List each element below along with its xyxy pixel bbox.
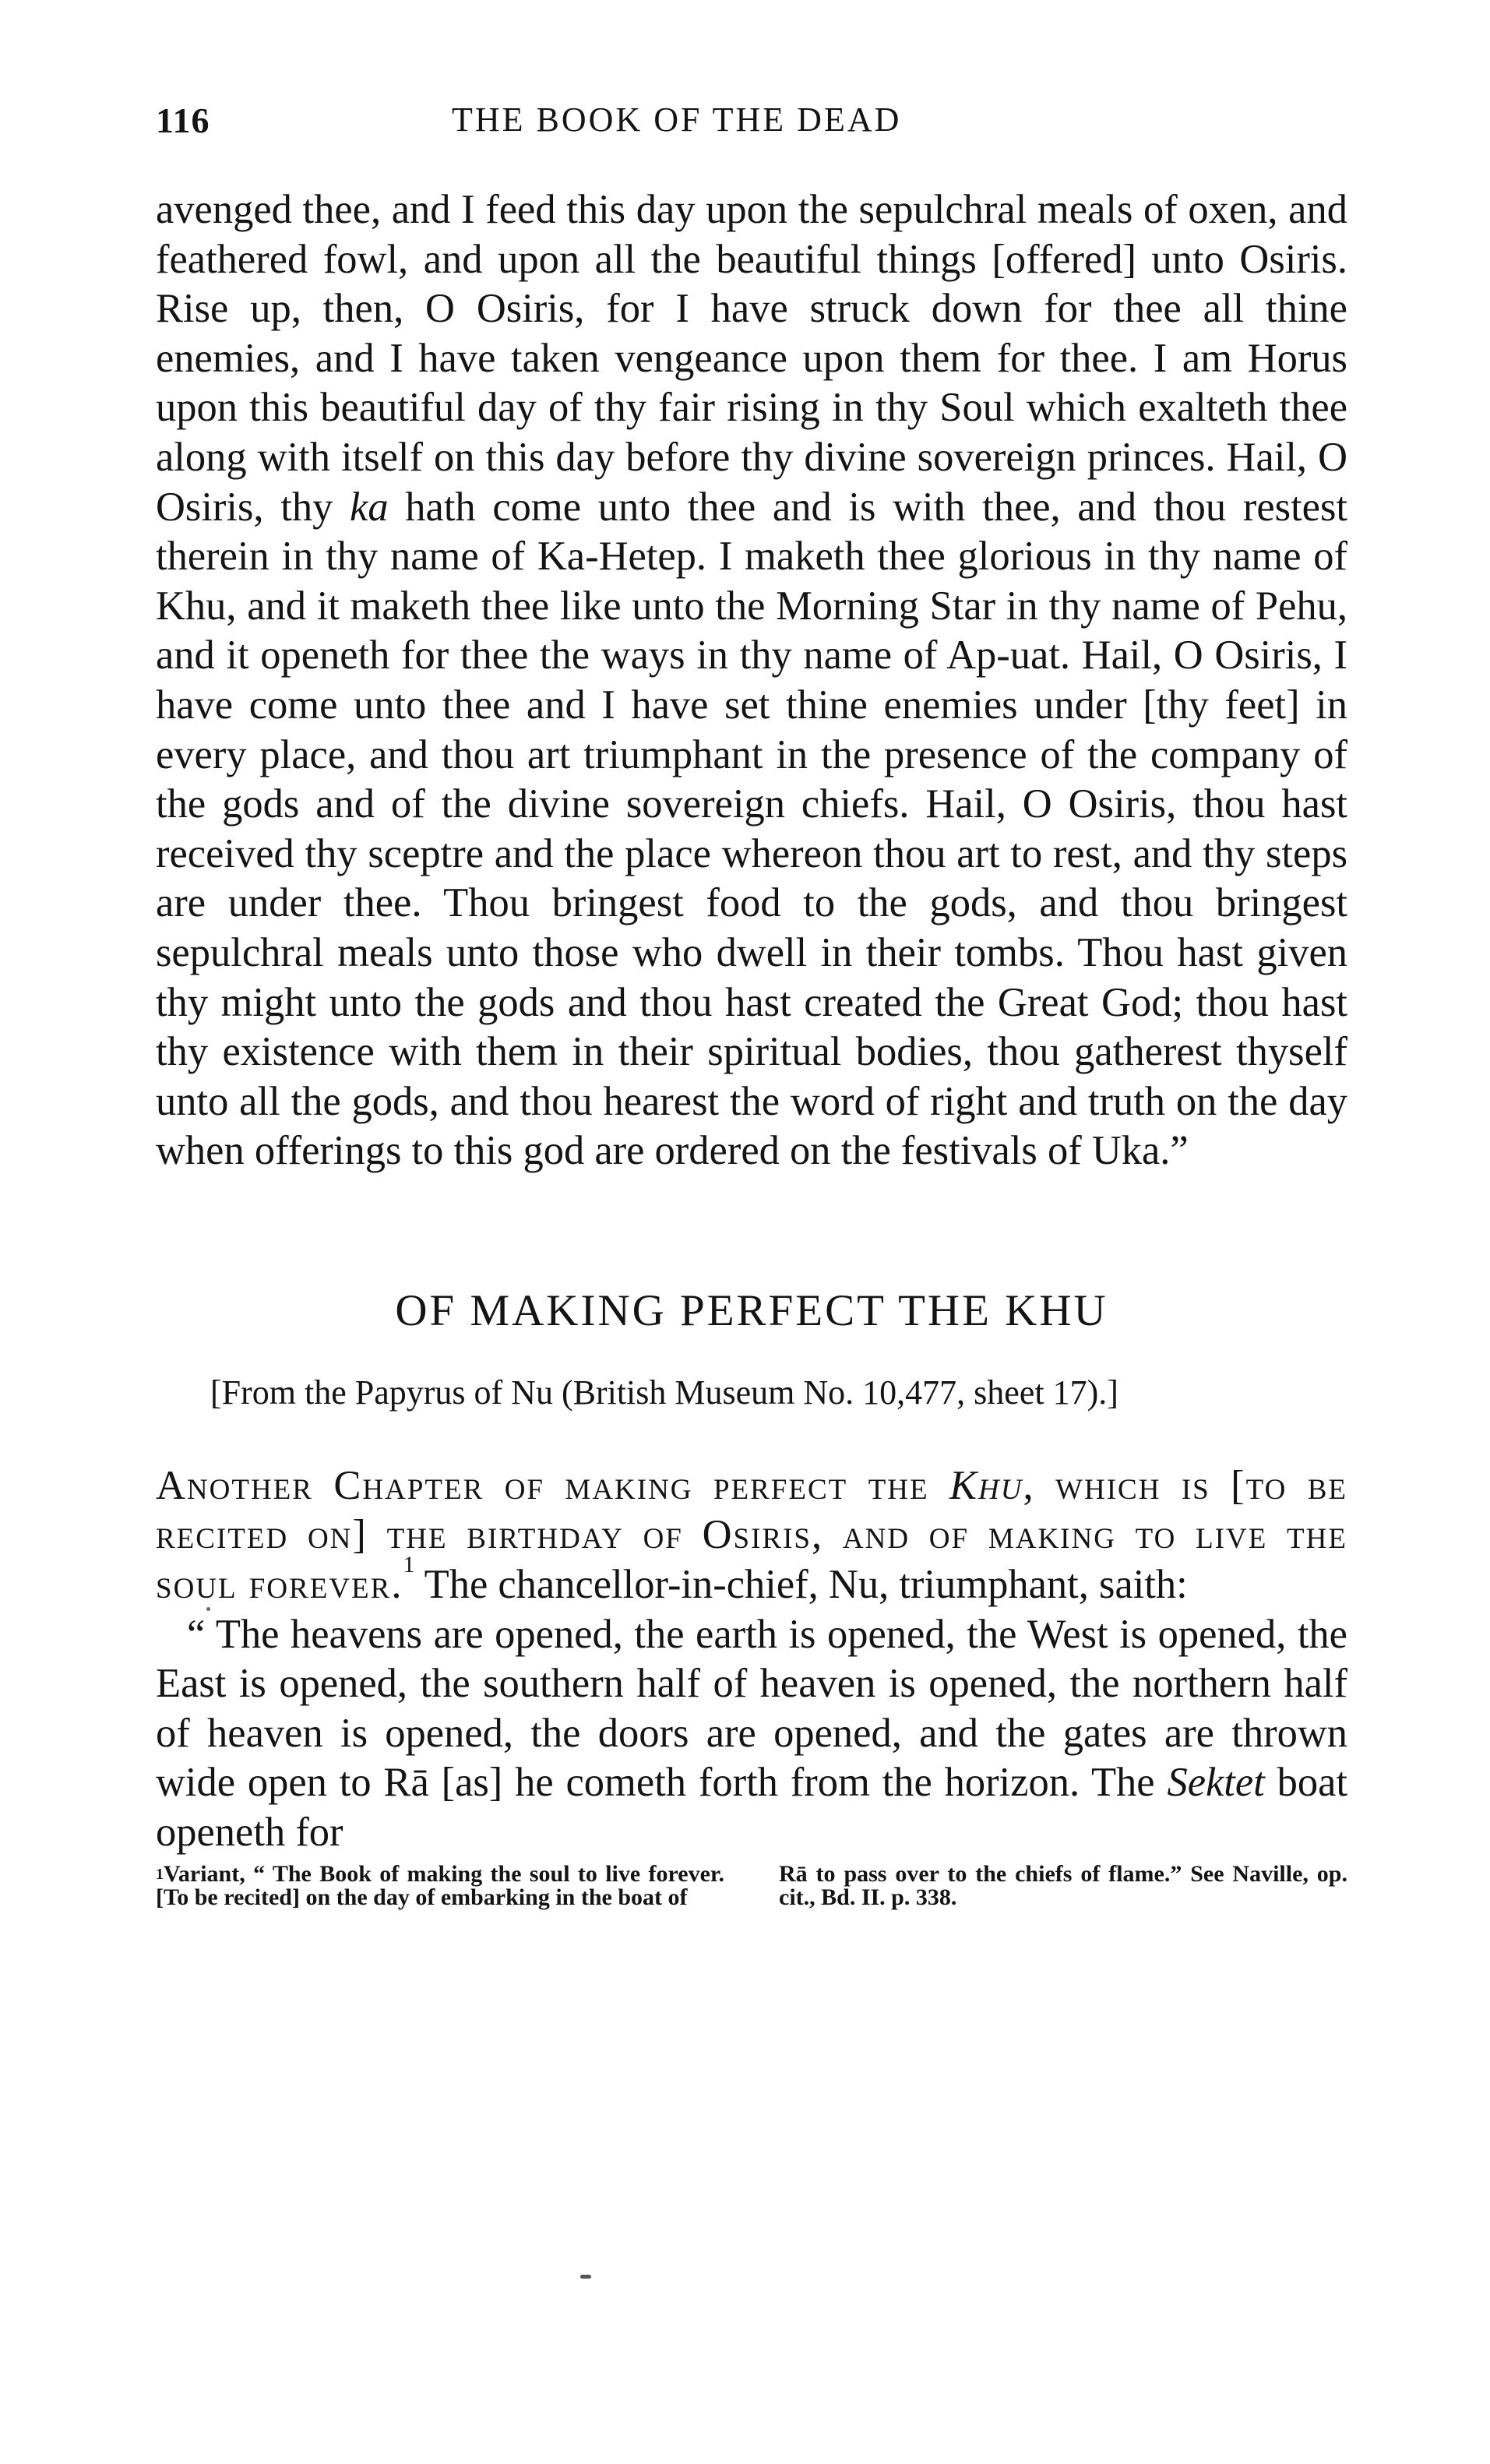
footnote-reference: 1: [403, 1552, 415, 1578]
book-page: [156, 93, 1347, 1909]
footnote-text-1: Variant, “ The Book of making the soul to live forever. [To be recited] on the day of embarking in the boat of: [156, 1860, 724, 1910]
running-title: THE BOOK OF THE DEAD: [452, 100, 902, 139]
footnote-marker: 1: [156, 1865, 164, 1883]
quote-text-b: boat openeth for: [156, 1760, 1348, 1856]
chapter-body: [156, 1461, 1347, 1858]
chapter-intro: The chancellor-in-chief, Nu, triumphant, saith:: [414, 1562, 1188, 1608]
section-heading: OF MAKING PERFECT THE KHU: [395, 1285, 1108, 1335]
continuation-paragraph: [156, 185, 1347, 1176]
source-note: [From the Papyrus of Nu (British Museum No. 10,477, sheet 17).]: [210, 1373, 1118, 1412]
continuation-text: [156, 185, 1347, 1176]
continuation-text-a: avenged thee, and I feed this day upon the sepulchral meals of oxen, and feathered fowl, and upon all the beautiful things [offered] unto Osiris. Rise up, then, O Osiris, for I have struck down for thee all thine enemies, and I have taken vengeance upon them for thee. I am Horus upon this beautiful day of thy fair rising in thy Soul which exalteth thee along with itself on this day before thy divine sovereign princes. Hail, O Osiris, thy: [156, 187, 1347, 530]
footnote-text-2: Rā to pass over to the chiefs of flame.” See Naville, op. cit., Bd. II. p. 338.: [779, 1860, 1347, 1910]
sektet-term: Sektet: [1167, 1760, 1265, 1806]
quote-paragraph: [156, 1610, 1347, 1858]
chapter-rubric-b: , which is [to be recited on] the birthday of Osiris, and of making to live the soul forever.: [156, 1462, 1347, 1608]
print-mark: [580, 2275, 591, 2279]
footnote-column-2: [779, 1860, 1347, 1910]
khu-term: Khu: [949, 1462, 1023, 1508]
footnotes: [156, 1860, 1347, 1910]
page-number: 116: [156, 100, 210, 140]
chapter-rubric-a: Another Chapter of making perfect the: [156, 1462, 950, 1508]
running-head: [156, 93, 1347, 148]
print-speck: [206, 1607, 210, 1611]
quote-text-a: “ The heavens are opened, the earth is opened, the West is opened, the East is opened, the southern half of heaven is opened, the northern half of heaven is opened, the doors are opened, and the gates are thrown wide open to Rā [as] he cometh forth from the horizon. The: [156, 1611, 1347, 1806]
footnote-column-1: [156, 1860, 724, 1910]
continuation-text-b: hath come unto thee and is with thee, and thou restest therein in thy name of Ka-Hetep. I maketh thee glorious in thy name of Khu, and it maketh thee like unto the Morning Star in thy name of Pehu, and it openeth for thee the ways in thy name of Ap-uat. Hail, O Osiris, I have come unto thee and I have set thine enemies under [thy feet] in every place, and thou art triumphant in the presence of the company of the gods and of the divine sovereign chiefs. Hail, O Osiris, thou hast received thy sceptre and the place whereon thou art to rest, and thy steps are under thee. Thou bringest food to the gods, and thou bringest sepulchral meals unto those who dwell in their tombs. Thou hast given thy might unto the gods and thou hast created the Great God; thou hast thy existence with them in their spiritual bodies, thou gatherest thyself unto all the gods, and thou hearest the word of right and truth on the day when offerings to this god are ordered on the festivals of Uka.”: [156, 484, 1347, 1174]
ka-term: ka: [350, 484, 389, 530]
chapter-rubric-paragraph: [156, 1461, 1347, 1610]
